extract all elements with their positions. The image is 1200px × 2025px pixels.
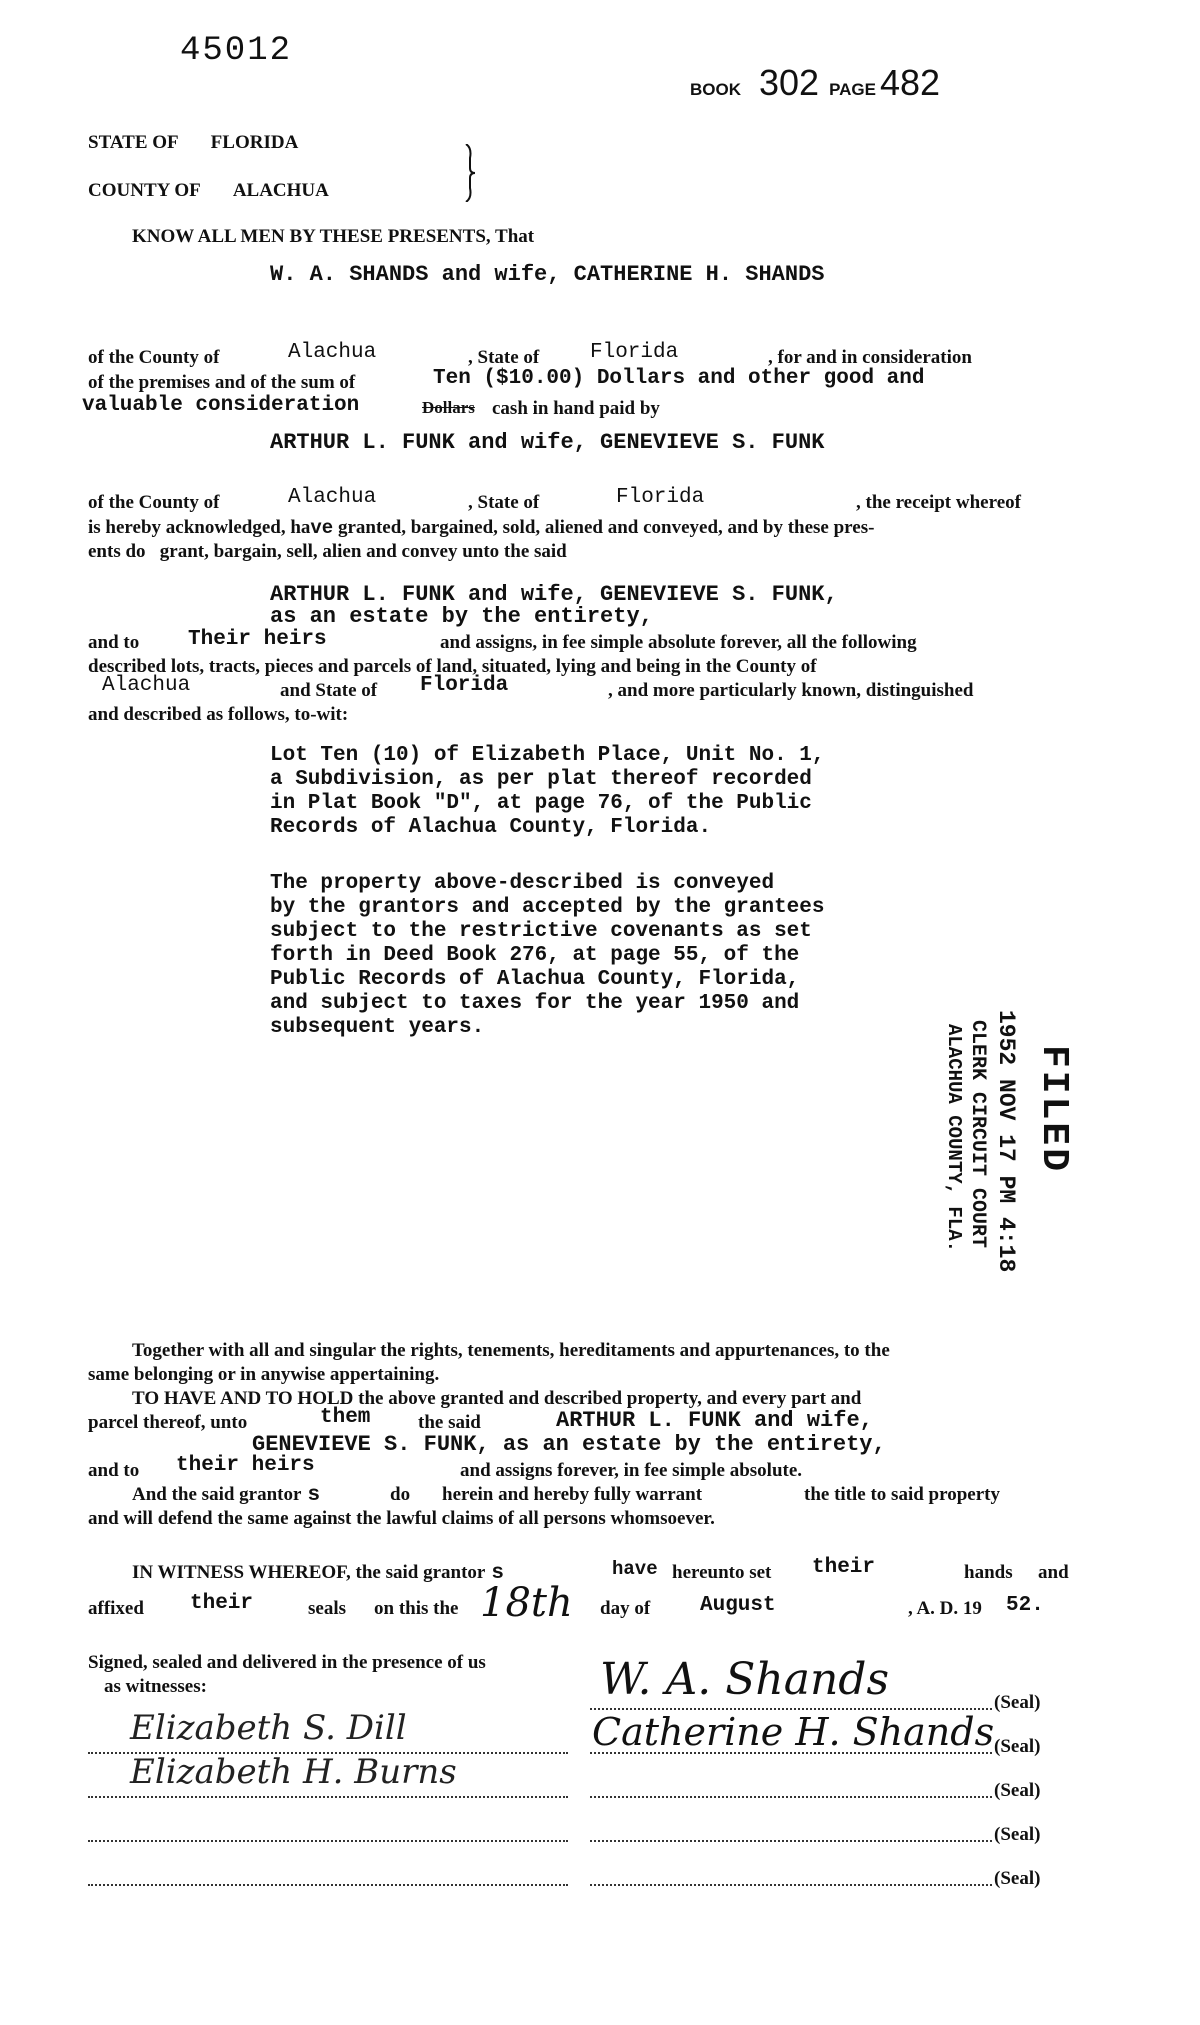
legal-line: a Subdivision, as per plat thereof recorded (270, 768, 812, 791)
restriction-line: Public Records of Alachua County, Florida, (270, 968, 800, 991)
text: seals (308, 1598, 346, 1619)
witness-clause-line-1 (132, 1556, 1069, 1585)
grantor-signature-1: W. A. Shands (600, 1654, 890, 1705)
habendum-grantees: ARTHUR L. FUNK and wife, (556, 1408, 873, 1433)
text: and (1038, 1562, 1069, 1583)
described-lots-line: described lots, tracts, pieces and parcels of land, situated, lying and being in the County of (88, 656, 817, 677)
state-value: FLORIDA (210, 132, 299, 153)
text: and assigns forever, in fee simple absolute. (460, 1460, 803, 1481)
text: do (390, 1484, 411, 1505)
filed-stamp (925, 1010, 1095, 1273)
seal-line-3 (590, 1796, 992, 1798)
restriction-line: forth in Deed Book 276, at page 55, of the (270, 944, 800, 967)
month-value: August (700, 1594, 776, 1617)
property-county: Alachua (102, 674, 191, 697)
text: and State of (280, 680, 378, 701)
text: s (491, 1562, 504, 1585)
witness-clause-line-2 (88, 1580, 1044, 1626)
restriction-line: subject to the restrictive covenants as set (270, 920, 812, 943)
seal-label-4: (Seal) (994, 1824, 1041, 1845)
grantor-signature-2: Catherine H. Shands (592, 1710, 995, 1754)
day-number: 18th (480, 1580, 573, 1626)
legal-line: Records of Alachua County, Florida. (270, 816, 712, 839)
witness-line-4 (88, 1884, 568, 1886)
legal-line: in Plat Book "D", at page 76, of the Public (270, 792, 812, 815)
grantee-names: ARTHUR L. FUNK and wife, GENEVIEVE S. FUNK (270, 430, 825, 455)
text: , the receipt whereof (856, 492, 1021, 513)
witness-signature-1: Elizabeth S. Dill (130, 1708, 407, 1748)
habendum-heirs: their heirs (176, 1454, 315, 1477)
book-label: BOOK (690, 80, 741, 99)
seal-label-2: (Seal) (994, 1736, 1041, 1757)
consideration-line-3 (82, 394, 660, 419)
text: their (190, 1592, 254, 1615)
page-number: 482 (880, 62, 941, 103)
legal-line: Lot Ten (10) of Elizabeth Place, Unit No. 1, (270, 744, 825, 767)
their-value: their (812, 1556, 876, 1579)
text: IN WITNESS WHEREOF, the said grantor (132, 1562, 486, 1583)
text: affixed (88, 1598, 144, 1619)
grantee-county: Alachua (288, 486, 377, 509)
seal-line-5 (590, 1884, 992, 1886)
text: the title to said property (804, 1484, 1000, 1505)
text: And the said grantor (132, 1484, 302, 1505)
receipt-line-1 (88, 486, 1021, 514)
document-number: 45012 (180, 32, 293, 70)
page-label: PAGE (829, 80, 876, 99)
seal-line-4 (590, 1840, 992, 1842)
assigns-line (88, 628, 917, 654)
text: hereunto set (672, 1562, 772, 1583)
county-value: ALACHUA (232, 180, 329, 201)
consideration-amount: Ten ($10.00) Dollars and other good and (433, 367, 925, 390)
text: ve (310, 517, 334, 539)
to-wit-line: and described as follows, to-wit: (88, 704, 349, 725)
text: , for and in consideration (768, 347, 972, 368)
receipt-line-2 (88, 517, 874, 539)
text: , and more particularly known, distinguished (608, 680, 974, 701)
text: and to (88, 1460, 140, 1481)
book-page-reference (690, 62, 940, 104)
county-caption (88, 180, 329, 202)
restriction-line: The property above-described is conveyed (270, 872, 775, 895)
restriction-line: by the grantors and accepted by the grantees (270, 896, 825, 919)
habendum-grantees-2: GENEVIEVE S. FUNK, as an estate by the entirety, (252, 1432, 886, 1457)
restriction-line: subsequent years. (270, 1016, 485, 1039)
text: of the County of (88, 347, 220, 368)
witness-heading-2: as witnesses: (104, 1676, 207, 1697)
text: of the County of (88, 492, 220, 513)
text: of the premises and of the sum of (88, 372, 356, 393)
text: day of (600, 1598, 651, 1619)
grantee-names-repeat: ARTHUR L. FUNK and wife, GENEVIEVE S. FUNK, (270, 582, 838, 607)
text: have (612, 1558, 658, 1580)
state-label: STATE OF (88, 132, 178, 153)
text: granted, bargained, sold, aliened and conveyed, and by these pres- (337, 517, 875, 538)
restrictions-paragraph (270, 872, 825, 1040)
year-value: 52. (1006, 1594, 1044, 1617)
warranty-line (132, 1484, 1000, 1507)
grantor-names: W. A. SHANDS and wife, CATHERINE H. SHANDS (270, 262, 825, 287)
stamp-filed: FILED (1032, 1045, 1075, 1175)
defend-line: and will defend the same against the lawful claims of all persons whomsoever. (88, 1508, 715, 1529)
stamp-date: 1952 NOV 17 PM 4:18 (993, 1010, 1019, 1273)
caption-brace (462, 144, 478, 202)
valuable-consideration: valuable consideration (82, 394, 360, 417)
habendum-line-4 (88, 1406, 873, 1434)
habendum-line-1: Together with all and singular the rights, tenements, hereditaments and appurtenances, to the (132, 1340, 890, 1361)
text: , A. D. 19 (908, 1598, 982, 1619)
legal-description (270, 744, 825, 840)
text: s (307, 1484, 321, 1507)
text: , State of (468, 347, 540, 368)
witness-signature-2: Elizabeth H. Burns (130, 1752, 457, 1792)
grantee-state: Florida (616, 486, 705, 509)
know-all-men: KNOW ALL MEN BY THESE PRESENTS, That (132, 226, 535, 247)
text: the said (418, 1412, 481, 1433)
grantor-state: Florida (590, 341, 679, 364)
seal-label-5: (Seal) (994, 1868, 1041, 1889)
text: on this the (374, 1598, 459, 1619)
witness-heading-1: Signed, sealed and delivered in the presence of us (88, 1652, 486, 1673)
grantor-county: Alachua (288, 341, 377, 364)
seal-label-1: (Seal) (994, 1692, 1041, 1713)
stamp-clerk: CLERK CIRCUIT COURT (966, 1020, 989, 1249)
text: parcel thereof, unto (88, 1412, 248, 1433)
struck-dollars: Dollars (422, 398, 475, 417)
habendum-line-6 (88, 1454, 803, 1482)
habendum-line-2: same belonging or in anywise appertaining. (88, 1364, 440, 1385)
receipt-line-3: ents do grant, bargain, sell, alien and convey unto the said (88, 541, 567, 562)
consideration-line-2 (88, 367, 925, 394)
witness-line-3 (88, 1840, 568, 1842)
habendum-line-3: TO HAVE AND TO HOLD the above granted and described property, and every part and (132, 1388, 862, 1409)
text: herein and hereby fully warrant (442, 1484, 703, 1505)
heirs-value: Their heirs (188, 628, 327, 651)
witness-line-2 (88, 1796, 568, 1798)
text: and assigns, in fee simple absolute forever, all the following (440, 632, 917, 653)
county-label: COUNTY OF (88, 180, 201, 201)
restriction-line: and subject to taxes for the year 1950 and (270, 992, 800, 1015)
seal-label-3: (Seal) (994, 1780, 1041, 1801)
property-state: Florida (420, 674, 509, 697)
text: is hereby acknowledged, ha (88, 517, 311, 538)
text: and to (88, 632, 140, 653)
text: hands (964, 1562, 1013, 1583)
estate-by-entirety: as an estate by the entirety, (270, 604, 653, 629)
cash-paid-by: cash in hand paid by (492, 398, 660, 419)
stamp-county: ALACHUA COUNTY, FLA. (943, 1024, 965, 1253)
book-number: 302 (759, 62, 820, 103)
state-caption (88, 132, 298, 154)
text: , State of (468, 492, 540, 513)
consideration-line-1 (88, 341, 972, 369)
them-value: them (320, 1406, 371, 1429)
